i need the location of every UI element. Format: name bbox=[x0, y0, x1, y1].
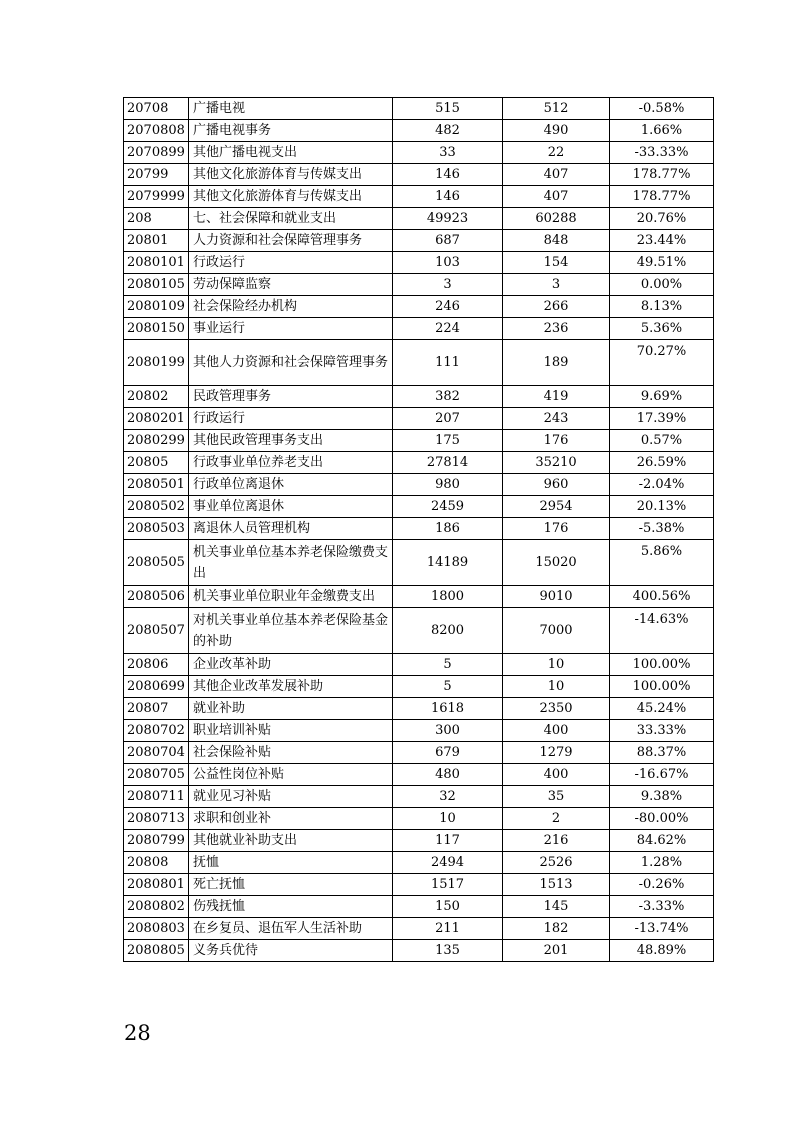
cell-change-percent: 100.00% bbox=[610, 654, 714, 676]
cell-curr-amount: 176 bbox=[503, 518, 610, 540]
table-row bbox=[124, 164, 714, 186]
cell-change-percent: 9.69% bbox=[610, 386, 714, 408]
cell-change-percent: 0.00% bbox=[610, 274, 714, 296]
cell-change-percent: -0.58% bbox=[610, 98, 714, 120]
table-row bbox=[124, 918, 714, 940]
cell-name: 求职和创业补 bbox=[189, 808, 393, 830]
table-row bbox=[124, 120, 714, 142]
table-row bbox=[124, 540, 714, 586]
cell-prev-amount: 207 bbox=[393, 408, 503, 430]
cell-code: 2080201 bbox=[124, 408, 189, 430]
table-row bbox=[124, 852, 714, 874]
cell-name: 七、社会保障和就业支出 bbox=[189, 208, 393, 230]
cell-curr-amount: 15020 bbox=[503, 540, 610, 586]
table-row bbox=[124, 676, 714, 698]
table-row bbox=[124, 252, 714, 274]
cell-prev-amount: 1618 bbox=[393, 698, 503, 720]
cell-name: 死亡抚恤 bbox=[189, 874, 393, 896]
cell-prev-amount: 246 bbox=[393, 296, 503, 318]
cell-prev-amount: 150 bbox=[393, 896, 503, 918]
cell-curr-amount: 3 bbox=[503, 274, 610, 296]
cell-change-percent: 17.39% bbox=[610, 408, 714, 430]
cell-curr-amount: 407 bbox=[503, 186, 610, 208]
cell-name: 社会保险经办机构 bbox=[189, 296, 393, 318]
cell-prev-amount: 1800 bbox=[393, 586, 503, 608]
cell-change-percent: 26.59% bbox=[610, 452, 714, 474]
cell-code: 20802 bbox=[124, 386, 189, 408]
cell-name: 公益性岗位补贴 bbox=[189, 764, 393, 786]
cell-prev-amount: 33 bbox=[393, 142, 503, 164]
cell-code: 2080299 bbox=[124, 430, 189, 452]
cell-change-percent: 70.27% bbox=[610, 340, 714, 386]
cell-prev-amount: 103 bbox=[393, 252, 503, 274]
cell-curr-amount: 266 bbox=[503, 296, 610, 318]
cell-name: 离退休人员管理机构 bbox=[189, 518, 393, 540]
cell-prev-amount: 111 bbox=[393, 340, 503, 386]
cell-change-percent: 1.66% bbox=[610, 120, 714, 142]
cell-code: 20806 bbox=[124, 654, 189, 676]
table-row bbox=[124, 742, 714, 764]
cell-change-percent: 5.36% bbox=[610, 318, 714, 340]
cell-curr-amount: 512 bbox=[503, 98, 610, 120]
table-row bbox=[124, 386, 714, 408]
cell-prev-amount: 175 bbox=[393, 430, 503, 452]
cell-name: 义务兵优待 bbox=[189, 940, 393, 962]
table-row bbox=[124, 452, 714, 474]
cell-code: 2080199 bbox=[124, 340, 189, 386]
cell-curr-amount: 201 bbox=[503, 940, 610, 962]
cell-change-percent: 49.51% bbox=[610, 252, 714, 274]
cell-name: 行政事业单位养老支出 bbox=[189, 452, 393, 474]
table-row bbox=[124, 808, 714, 830]
cell-change-percent: 400.56% bbox=[610, 586, 714, 608]
cell-prev-amount: 135 bbox=[393, 940, 503, 962]
cell-name: 其他民政管理事务支出 bbox=[189, 430, 393, 452]
budget-table bbox=[123, 97, 714, 962]
cell-curr-amount: 2526 bbox=[503, 852, 610, 874]
table-row bbox=[124, 830, 714, 852]
cell-curr-amount: 35210 bbox=[503, 452, 610, 474]
cell-code: 20805 bbox=[124, 452, 189, 474]
cell-prev-amount: 146 bbox=[393, 164, 503, 186]
table-row bbox=[124, 720, 714, 742]
table-row bbox=[124, 586, 714, 608]
cell-code: 208 bbox=[124, 208, 189, 230]
cell-change-percent: -33.33% bbox=[610, 142, 714, 164]
cell-code: 2080506 bbox=[124, 586, 189, 608]
cell-change-percent: 5.86% bbox=[610, 540, 714, 586]
cell-code: 2080501 bbox=[124, 474, 189, 496]
cell-name: 机关事业单位职业年金缴费支出 bbox=[189, 586, 393, 608]
cell-name: 就业见习补贴 bbox=[189, 786, 393, 808]
cell-change-percent: 20.13% bbox=[610, 496, 714, 518]
cell-code: 2070899 bbox=[124, 142, 189, 164]
cell-change-percent: -2.04% bbox=[610, 474, 714, 496]
cell-code: 2080802 bbox=[124, 896, 189, 918]
cell-code: 20807 bbox=[124, 698, 189, 720]
cell-curr-amount: 216 bbox=[503, 830, 610, 852]
cell-code: 2080799 bbox=[124, 830, 189, 852]
table-row bbox=[124, 296, 714, 318]
cell-prev-amount: 1517 bbox=[393, 874, 503, 896]
table-row bbox=[124, 98, 714, 120]
cell-name: 其他就业补助支出 bbox=[189, 830, 393, 852]
table-row bbox=[124, 208, 714, 230]
cell-curr-amount: 189 bbox=[503, 340, 610, 386]
cell-prev-amount: 482 bbox=[393, 120, 503, 142]
cell-code: 2080803 bbox=[124, 918, 189, 940]
cell-curr-amount: 400 bbox=[503, 720, 610, 742]
cell-name: 职业培训补贴 bbox=[189, 720, 393, 742]
cell-prev-amount: 186 bbox=[393, 518, 503, 540]
table-row bbox=[124, 896, 714, 918]
cell-code: 2080101 bbox=[124, 252, 189, 274]
cell-code: 2080713 bbox=[124, 808, 189, 830]
table-row bbox=[124, 274, 714, 296]
cell-name: 在乡复员、退伍军人生活补助 bbox=[189, 918, 393, 940]
cell-name: 其他文化旅游体育与传媒支出 bbox=[189, 164, 393, 186]
cell-curr-amount: 400 bbox=[503, 764, 610, 786]
cell-code: 2080711 bbox=[124, 786, 189, 808]
cell-curr-amount: 2350 bbox=[503, 698, 610, 720]
cell-prev-amount: 2459 bbox=[393, 496, 503, 518]
cell-name: 行政单位离退休 bbox=[189, 474, 393, 496]
cell-prev-amount: 980 bbox=[393, 474, 503, 496]
cell-name: 机关事业单位基本养老保险缴费支出 bbox=[189, 540, 393, 586]
page-number: 28 bbox=[124, 1021, 151, 1045]
cell-name: 抚恤 bbox=[189, 852, 393, 874]
cell-prev-amount: 49923 bbox=[393, 208, 503, 230]
cell-change-percent: 88.37% bbox=[610, 742, 714, 764]
cell-code: 2080801 bbox=[124, 874, 189, 896]
cell-name: 伤残抚恤 bbox=[189, 896, 393, 918]
cell-change-percent: -80.00% bbox=[610, 808, 714, 830]
cell-curr-amount: 10 bbox=[503, 676, 610, 698]
cell-curr-amount: 1513 bbox=[503, 874, 610, 896]
cell-curr-amount: 154 bbox=[503, 252, 610, 274]
cell-change-percent: 1.28% bbox=[610, 852, 714, 874]
cell-name: 人力资源和社会保障管理事务 bbox=[189, 230, 393, 252]
cell-change-percent: -3.33% bbox=[610, 896, 714, 918]
table-row bbox=[124, 940, 714, 962]
table-row bbox=[124, 874, 714, 896]
cell-change-percent: 33.33% bbox=[610, 720, 714, 742]
cell-code: 20808 bbox=[124, 852, 189, 874]
cell-change-percent: 23.44% bbox=[610, 230, 714, 252]
cell-name: 行政运行 bbox=[189, 408, 393, 430]
table-row bbox=[124, 496, 714, 518]
cell-name: 广播电视 bbox=[189, 98, 393, 120]
cell-change-percent: 178.77% bbox=[610, 164, 714, 186]
table-row bbox=[124, 186, 714, 208]
cell-prev-amount: 32 bbox=[393, 786, 503, 808]
cell-name: 民政管理事务 bbox=[189, 386, 393, 408]
cell-curr-amount: 7000 bbox=[503, 608, 610, 654]
cell-prev-amount: 679 bbox=[393, 742, 503, 764]
cell-code: 2080105 bbox=[124, 274, 189, 296]
cell-curr-amount: 960 bbox=[503, 474, 610, 496]
cell-change-percent: 0.57% bbox=[610, 430, 714, 452]
cell-name: 事业单位离退休 bbox=[189, 496, 393, 518]
cell-code: 2070808 bbox=[124, 120, 189, 142]
cell-code: 2080702 bbox=[124, 720, 189, 742]
cell-curr-amount: 10 bbox=[503, 654, 610, 676]
cell-change-percent: -14.63% bbox=[610, 608, 714, 654]
cell-code: 2080699 bbox=[124, 676, 189, 698]
cell-prev-amount: 5 bbox=[393, 654, 503, 676]
cell-curr-amount: 182 bbox=[503, 918, 610, 940]
cell-change-percent: 8.13% bbox=[610, 296, 714, 318]
cell-code: 2080704 bbox=[124, 742, 189, 764]
table-body bbox=[124, 98, 714, 962]
cell-change-percent: -0.26% bbox=[610, 874, 714, 896]
cell-prev-amount: 687 bbox=[393, 230, 503, 252]
cell-prev-amount: 8200 bbox=[393, 608, 503, 654]
cell-curr-amount: 60288 bbox=[503, 208, 610, 230]
cell-change-percent: 20.76% bbox=[610, 208, 714, 230]
cell-curr-amount: 490 bbox=[503, 120, 610, 142]
cell-code: 2080505 bbox=[124, 540, 189, 586]
cell-change-percent: -13.74% bbox=[610, 918, 714, 940]
cell-curr-amount: 419 bbox=[503, 386, 610, 408]
cell-prev-amount: 10 bbox=[393, 808, 503, 830]
cell-prev-amount: 515 bbox=[393, 98, 503, 120]
cell-change-percent: 45.24% bbox=[610, 698, 714, 720]
cell-change-percent: 9.38% bbox=[610, 786, 714, 808]
cell-code: 2080150 bbox=[124, 318, 189, 340]
table-row bbox=[124, 474, 714, 496]
cell-code: 20799 bbox=[124, 164, 189, 186]
cell-name: 事业运行 bbox=[189, 318, 393, 340]
table-row bbox=[124, 654, 714, 676]
cell-name: 其他企业改革发展补助 bbox=[189, 676, 393, 698]
cell-prev-amount: 146 bbox=[393, 186, 503, 208]
cell-curr-amount: 145 bbox=[503, 896, 610, 918]
cell-prev-amount: 211 bbox=[393, 918, 503, 940]
cell-prev-amount: 300 bbox=[393, 720, 503, 742]
cell-name: 就业补助 bbox=[189, 698, 393, 720]
table-row bbox=[124, 518, 714, 540]
cell-change-percent: 48.89% bbox=[610, 940, 714, 962]
table-row bbox=[124, 608, 714, 654]
cell-name: 其他人力资源和社会保障管理事务 bbox=[189, 340, 393, 386]
cell-code: 20801 bbox=[124, 230, 189, 252]
cell-code: 2080705 bbox=[124, 764, 189, 786]
cell-prev-amount: 27814 bbox=[393, 452, 503, 474]
cell-prev-amount: 14189 bbox=[393, 540, 503, 586]
table-row bbox=[124, 318, 714, 340]
cell-name: 企业改革补助 bbox=[189, 654, 393, 676]
cell-change-percent: 100.00% bbox=[610, 676, 714, 698]
cell-change-percent: -5.38% bbox=[610, 518, 714, 540]
cell-prev-amount: 480 bbox=[393, 764, 503, 786]
cell-code: 2080502 bbox=[124, 496, 189, 518]
cell-curr-amount: 407 bbox=[503, 164, 610, 186]
table-row bbox=[124, 408, 714, 430]
table-row bbox=[124, 698, 714, 720]
cell-curr-amount: 22 bbox=[503, 142, 610, 164]
cell-code: 2079999 bbox=[124, 186, 189, 208]
cell-curr-amount: 9010 bbox=[503, 586, 610, 608]
cell-curr-amount: 2 bbox=[503, 808, 610, 830]
table-row bbox=[124, 340, 714, 386]
cell-change-percent: -16.67% bbox=[610, 764, 714, 786]
cell-name: 对机关事业单位基本养老保险基金的补助 bbox=[189, 608, 393, 654]
cell-code: 2080503 bbox=[124, 518, 189, 540]
cell-name: 行政运行 bbox=[189, 252, 393, 274]
cell-name: 其他文化旅游体育与传媒支出 bbox=[189, 186, 393, 208]
table-row bbox=[124, 230, 714, 252]
cell-code: 20708 bbox=[124, 98, 189, 120]
cell-prev-amount: 5 bbox=[393, 676, 503, 698]
cell-prev-amount: 117 bbox=[393, 830, 503, 852]
cell-curr-amount: 2954 bbox=[503, 496, 610, 518]
table-row bbox=[124, 786, 714, 808]
cell-change-percent: 178.77% bbox=[610, 186, 714, 208]
cell-curr-amount: 176 bbox=[503, 430, 610, 452]
cell-curr-amount: 1279 bbox=[503, 742, 610, 764]
cell-code: 2080507 bbox=[124, 608, 189, 654]
cell-curr-amount: 243 bbox=[503, 408, 610, 430]
cell-name: 社会保险补贴 bbox=[189, 742, 393, 764]
table-row bbox=[124, 430, 714, 452]
cell-code: 2080805 bbox=[124, 940, 189, 962]
cell-name: 其他广播电视支出 bbox=[189, 142, 393, 164]
cell-name: 劳动保障监察 bbox=[189, 274, 393, 296]
table-row bbox=[124, 764, 714, 786]
cell-curr-amount: 236 bbox=[503, 318, 610, 340]
cell-prev-amount: 3 bbox=[393, 274, 503, 296]
cell-curr-amount: 35 bbox=[503, 786, 610, 808]
cell-change-percent: 84.62% bbox=[610, 830, 714, 852]
cell-prev-amount: 2494 bbox=[393, 852, 503, 874]
cell-prev-amount: 224 bbox=[393, 318, 503, 340]
cell-prev-amount: 382 bbox=[393, 386, 503, 408]
table-row bbox=[124, 142, 714, 164]
cell-code: 2080109 bbox=[124, 296, 189, 318]
cell-curr-amount: 848 bbox=[503, 230, 610, 252]
cell-name: 广播电视事务 bbox=[189, 120, 393, 142]
